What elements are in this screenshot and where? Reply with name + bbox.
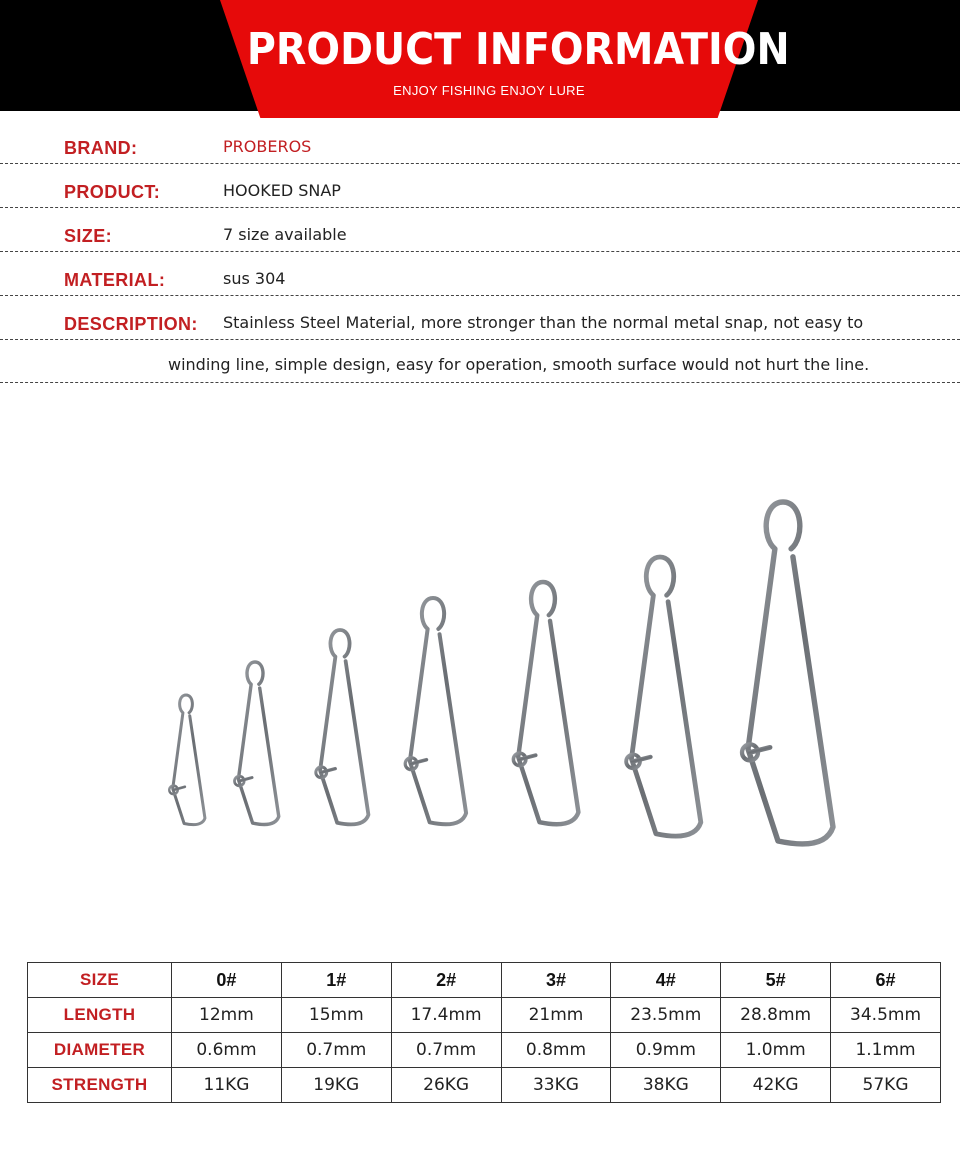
snap-pin-4 — [520, 755, 536, 759]
divider — [0, 295, 960, 296]
snap-pin-3 — [411, 760, 426, 764]
size-label: SIZE: — [64, 226, 113, 246]
diameter-cell: 0.9mm — [611, 1033, 721, 1068]
description-line-2: winding line, simple design, easy for operation, smooth surface would not hurt the line. — [168, 355, 870, 374]
table-row-size — [28, 963, 941, 998]
description-label: DESCRIPTION: — [64, 314, 198, 334]
info-row-brand — [0, 128, 960, 172]
brand-value: PROBEROS — [223, 137, 312, 156]
length-cell: 17.4mm — [391, 998, 501, 1033]
size-cell: 6# — [831, 963, 941, 998]
diameter-row-header: DIAMETER — [28, 1033, 172, 1068]
material-label: MATERIAL: — [64, 270, 166, 290]
snap-4 — [518, 582, 578, 824]
strength-cell: 19KG — [281, 1068, 391, 1103]
product-value: HOOKED SNAP — [223, 181, 341, 200]
diameter-cell: 1.0mm — [721, 1033, 831, 1068]
info-row-size — [0, 216, 960, 260]
product-image-hooked-snaps — [0, 490, 960, 860]
strength-cell: 38KG — [611, 1068, 721, 1103]
snap-6 — [748, 502, 833, 844]
snap-pin-5 — [633, 757, 650, 761]
product-label: PRODUCT: — [64, 182, 161, 202]
table-row-diameter — [28, 1033, 941, 1068]
info-row-description — [0, 304, 960, 348]
info-row-material — [0, 260, 960, 304]
snap-pin-2 — [321, 769, 335, 773]
snap-pin-6 — [750, 747, 770, 752]
divider — [0, 207, 960, 208]
page-subtitle: ENJOY FISHING ENJOY LURE — [393, 83, 585, 98]
length-cell: 21mm — [501, 998, 611, 1033]
info-row-product — [0, 172, 960, 216]
size-cell: 0# — [172, 963, 282, 998]
size-cell: 4# — [611, 963, 721, 998]
length-cell: 12mm — [172, 998, 282, 1033]
snap-3 — [410, 598, 466, 824]
brand-label: BRAND: — [64, 138, 138, 158]
size-cell: 5# — [721, 963, 831, 998]
snap-2 — [320, 630, 368, 824]
description-line-1: Stainless Steel Material, more stronger than the normal metal snap, not easy to — [223, 313, 864, 332]
divider — [0, 339, 960, 340]
material-value: sus 304 — [223, 269, 286, 288]
snap-5 — [631, 557, 700, 836]
size-value: 7 size available — [223, 225, 347, 244]
diameter-cell: 0.8mm — [501, 1033, 611, 1068]
length-cell: 23.5mm — [611, 998, 721, 1033]
length-cell: 15mm — [281, 998, 391, 1033]
diameter-cell: 0.7mm — [281, 1033, 391, 1068]
length-cell: 28.8mm — [721, 998, 831, 1033]
snap-0 — [173, 695, 205, 825]
length-cell: 34.5mm — [831, 998, 941, 1033]
size-cell: 2# — [391, 963, 501, 998]
strength-cell: 11KG — [172, 1068, 282, 1103]
strength-cell: 57KG — [831, 1068, 941, 1103]
divider — [0, 163, 960, 164]
divider — [0, 251, 960, 252]
size-cell: 1# — [281, 963, 391, 998]
diameter-cell: 0.7mm — [391, 1033, 501, 1068]
spec-table — [27, 962, 941, 1103]
size-cell: 3# — [501, 963, 611, 998]
table-row-length — [28, 998, 941, 1033]
strength-cell: 42KG — [721, 1068, 831, 1103]
diameter-cell: 1.1mm — [831, 1033, 941, 1068]
snap-pin-1 — [239, 778, 252, 781]
size-row-header: SIZE — [28, 963, 172, 998]
snap-1 — [238, 662, 278, 824]
strength-row-header: STRENGTH — [28, 1068, 172, 1103]
strength-cell: 26KG — [391, 1068, 501, 1103]
diameter-cell: 0.6mm — [172, 1033, 282, 1068]
page-title: PRODUCT INFORMATION — [246, 24, 790, 75]
divider — [0, 382, 960, 383]
strength-cell: 33KG — [501, 1068, 611, 1103]
table-row-strength — [28, 1068, 941, 1103]
length-row-header: LENGTH — [28, 998, 172, 1033]
